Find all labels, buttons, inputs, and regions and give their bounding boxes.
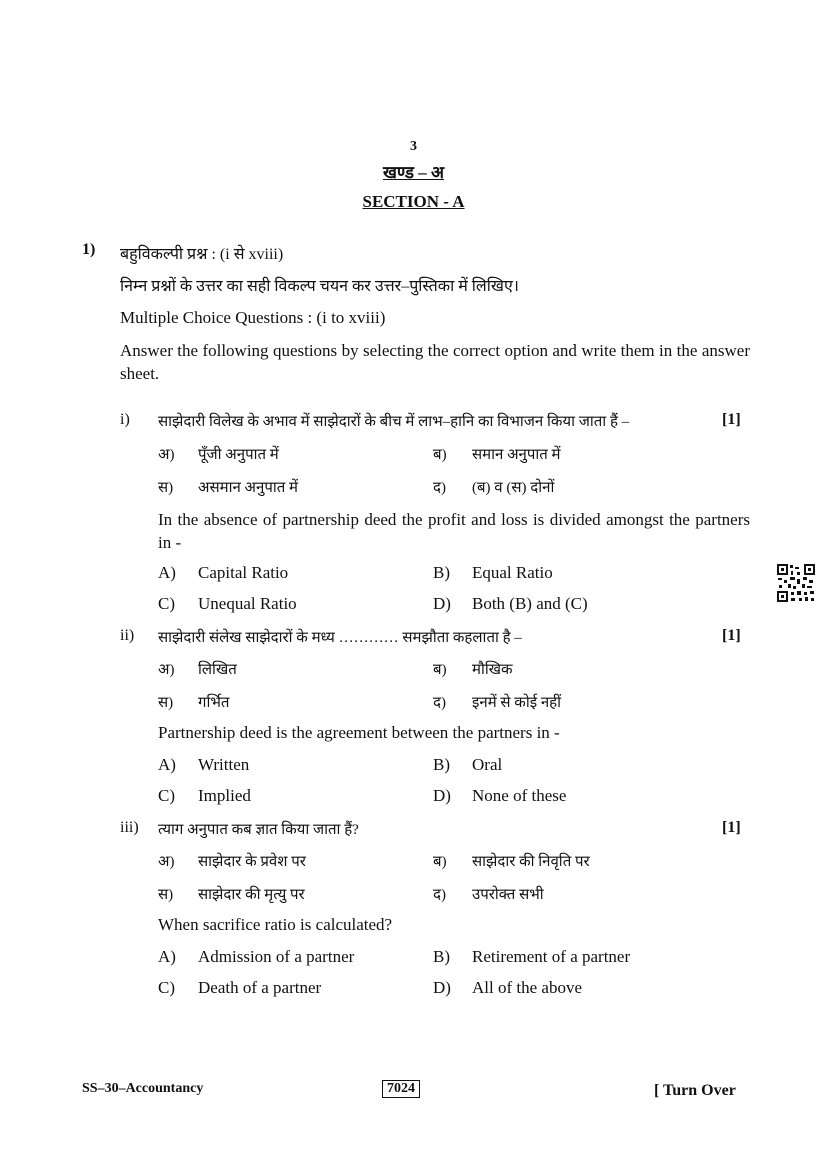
option-label: B) <box>433 947 450 966</box>
subquestion-text-english: Partnership deed is the agreement between the partners in - <box>158 723 560 742</box>
option-text: Written <box>198 755 250 774</box>
option-label: A) <box>158 755 176 774</box>
option-label: D) <box>433 786 451 805</box>
subquestion-text-hindi: त्याग अनुपात कब ज्ञात किया जाता हैं? <box>158 822 359 838</box>
option-label: द) <box>433 695 446 711</box>
option-text: साझेदार की निवृति पर <box>472 854 590 870</box>
option-text: साझेदार की मृत्यु पर <box>198 887 305 903</box>
option-label: स) <box>158 887 174 903</box>
option-label: B) <box>433 755 450 774</box>
footer-paper-code: 7024 <box>382 1080 420 1098</box>
option-text: Capital Ratio <box>198 563 289 582</box>
subquestion-text-english: In the absence of partnership deed the profit and loss is divided amongst the partners in - <box>158 510 750 552</box>
option-label: A) <box>158 947 176 966</box>
qr-code-icon <box>776 563 816 603</box>
option-text: Death of a partner <box>198 978 322 997</box>
option-text: लिखित <box>198 662 237 678</box>
option-label: ब) <box>433 447 447 463</box>
marks-badge: [1] <box>722 411 741 428</box>
option-label: ब) <box>433 662 447 678</box>
option-label: स) <box>158 480 174 496</box>
option-text: Unequal Ratio <box>198 594 297 613</box>
subquestion-number: iii) <box>120 819 139 836</box>
option-label: C) <box>158 978 175 997</box>
marks-badge: [1] <box>722 819 741 836</box>
option-text: गर्भित <box>198 695 230 711</box>
option-text: All of the above <box>472 978 582 997</box>
option-text: पूँजी अनुपात में <box>198 447 279 463</box>
footer-subject-code: SS–30–Accountancy <box>82 1081 204 1096</box>
option-label: C) <box>158 594 175 613</box>
option-text: साझेदार के प्रवेश पर <box>198 854 306 870</box>
option-text: Both (B) and (C) <box>472 594 588 613</box>
subquestion-text-hindi: साझेदारी विलेख के अभाव में साझेदारों के बीच में लाभ–हानि का विभाजन किया जाता हैं – <box>158 414 630 430</box>
question-instruction-english: Answer the following questions by selecting the correct option and write them in the answer sheet. <box>120 341 750 383</box>
subquestion-number: i) <box>120 411 130 428</box>
option-label: स) <box>158 695 174 711</box>
option-text: असमान अनुपात में <box>198 480 298 496</box>
option-text: उपरोक्त सभी <box>472 887 544 903</box>
footer-turn-over: [ Turn Over <box>654 1082 736 1099</box>
option-label: अ) <box>158 662 175 678</box>
option-label: अ) <box>158 447 175 463</box>
option-label: ब) <box>433 854 447 870</box>
option-text: इनमें से कोई नहीं <box>472 695 561 711</box>
question-title-hindi: बहुविकल्पी प्रश्न : (i से xviii) <box>120 246 284 263</box>
option-text: (ब) व (स) दोनों <box>472 480 555 496</box>
subquestion-text-english: When sacrifice ratio is calculated? <box>158 915 393 934</box>
option-label: B) <box>433 563 450 582</box>
option-text: Implied <box>198 786 251 805</box>
page-number: 3 <box>410 139 417 154</box>
option-label: अ) <box>158 854 175 870</box>
option-label: द) <box>433 480 446 496</box>
marks-badge: [1] <box>722 627 741 644</box>
subquestion-number: ii) <box>120 627 135 644</box>
option-text: मौखिक <box>472 662 513 678</box>
question-title-english: Multiple Choice Questions : (i to xviii) <box>120 308 386 327</box>
option-text: Retirement of a partner <box>472 947 631 966</box>
question-number: 1) <box>82 241 96 258</box>
option-text: Equal Ratio <box>472 563 553 582</box>
option-label: द) <box>433 887 446 903</box>
option-label: A) <box>158 563 176 582</box>
option-text: Oral <box>472 755 503 774</box>
section-title-english: SECTION - A <box>362 192 465 211</box>
option-text: None of these <box>472 786 567 805</box>
option-text: समान अनुपात में <box>472 447 561 463</box>
option-label: C) <box>158 786 175 805</box>
option-label: D) <box>433 594 451 613</box>
option-text: Admission of a partner <box>198 947 355 966</box>
option-label: D) <box>433 978 451 997</box>
question-instruction-hindi: निम्न प्रश्नों के उत्तर का सही विकल्प चयन कर उत्तर–पुस्तिका में लिखिए। <box>120 278 519 295</box>
subquestion-text-hindi: साझेदारी संलेख साझेदारों के मध्य ………… समझौता कहलाता है – <box>158 630 522 646</box>
section-title-hindi: खण्ड – अ <box>382 163 445 182</box>
